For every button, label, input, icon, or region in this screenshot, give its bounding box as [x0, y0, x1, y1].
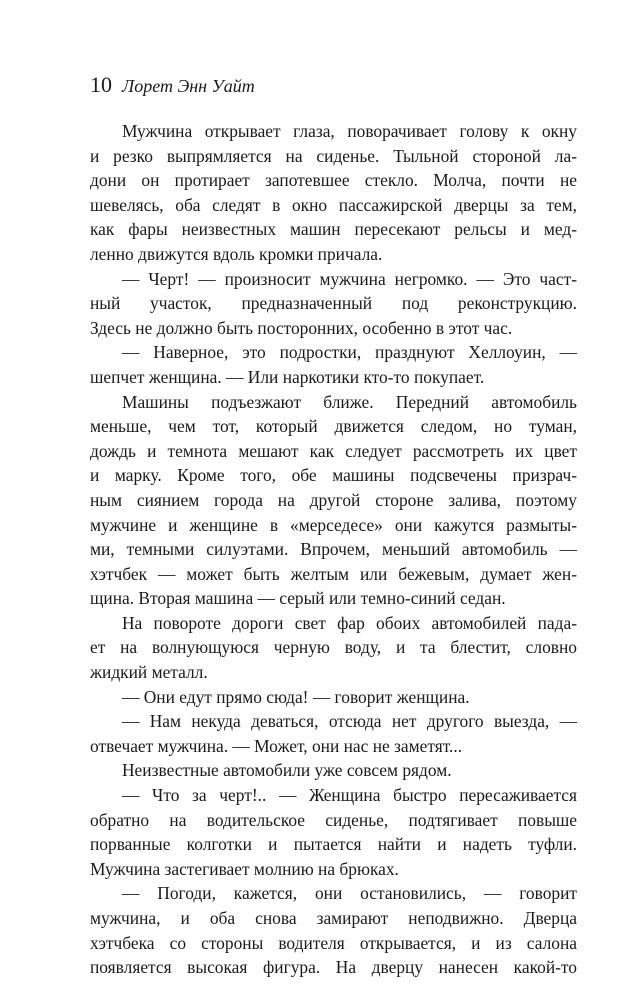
text-line: ный участок, предназначенный под реконструкцию.	[90, 293, 577, 314]
text-line: щина. Вторая машина — серый или темно-синий седан.	[90, 588, 506, 609]
text-line: Неизвестные автомобили уже совсем рядом.	[122, 760, 452, 781]
text-line: Здесь не должно быть посторонних, особенно в этот час.	[90, 317, 513, 338]
text-line: порванные колготки и пытается найти и надеть туфли.	[90, 834, 577, 855]
text-line: ным сиянием города на другой стороне залива, поэтому	[90, 489, 577, 510]
text-line: хэтчбек — может быть желтым или бежевым, думает жен-	[90, 563, 577, 584]
text-line: ми, темными силуэтами. Впрочем, меньший автомобиль —	[90, 539, 577, 560]
text-line: ленно движутся вдоль кромки причала.	[90, 243, 383, 264]
text-line: — Что за черт!.. — Женщина быстро пересаживается	[122, 785, 577, 806]
text-line: и резко выпрямляется на сиденье. Тыльной стороной ла-	[90, 145, 577, 166]
text-line: мужчина, и оба снова замирают неподвижно. Дверца	[90, 908, 577, 928]
text-line: отвечает мужчина. — Может, они нас не заметят...	[90, 735, 463, 756]
page-header	[90, 70, 255, 100]
text-line: хэтчбека со стороны водителя открывается, и из салона	[90, 932, 577, 953]
text-line: шепчет женщина. — Или наркотики кто-то покупает.	[90, 366, 485, 387]
text-line: — Погоди, кажется, они остановились, — говорит	[122, 883, 577, 904]
running-head-author: Лорет Энн Уайт	[122, 76, 255, 96]
text-line: — Нам некуда деваться, отсюда нет другого выезда, —	[122, 711, 577, 732]
text-line: — Наверное, это подростки, празднуют Хеллоуин, —	[122, 342, 577, 363]
text-line: обратно на водительское сиденье, подтягивает повыше	[90, 809, 577, 830]
body-text	[90, 119, 577, 980]
text-line: жидкий металл.	[90, 662, 208, 683]
text-line: Машины подъезжают ближе. Передний автомобиль	[122, 391, 577, 412]
text-line: меньше, чем тот, который движется следом, но туман,	[90, 416, 577, 437]
text-line: Мужчина открывает глаза, поворачивает голову к окну	[122, 121, 577, 141]
text-line: появляется высокая фигура. На дверцу нанесен какой-то	[90, 957, 577, 978]
text-line: дони он протирает запотевшее стекло. Молча, почти не	[90, 170, 577, 191]
text-line: шевелясь, оба следят в окно пассажирской дверцы за тем,	[90, 194, 577, 215]
text-line: На повороте дороги свет фар обоих автомобилей пада-	[122, 612, 577, 633]
text-line: мужчине и женщине в «мерседесе» они кажутся размыты-	[90, 514, 577, 535]
text-line: дождь и темнота мешают как следует рассмотреть их цвет	[90, 440, 577, 461]
text-line: Мужчина застегивает молнию на брюках.	[90, 858, 399, 879]
text-line: — Черт! — произносит мужчина негромко. — Это част-	[122, 268, 577, 289]
text-line: и марку. Кроме того, обе машины подсвечены призрач-	[90, 465, 577, 486]
page-number: 10	[90, 72, 112, 97]
text-line: — Они едут прямо сюда! — говорит женщина.	[122, 686, 470, 707]
text-line: как фары неизвестных машин пересекают рельсы и мед-	[90, 219, 577, 240]
text-line: ет на волнующуюся черную воду, и та блестит, словно	[90, 637, 577, 658]
